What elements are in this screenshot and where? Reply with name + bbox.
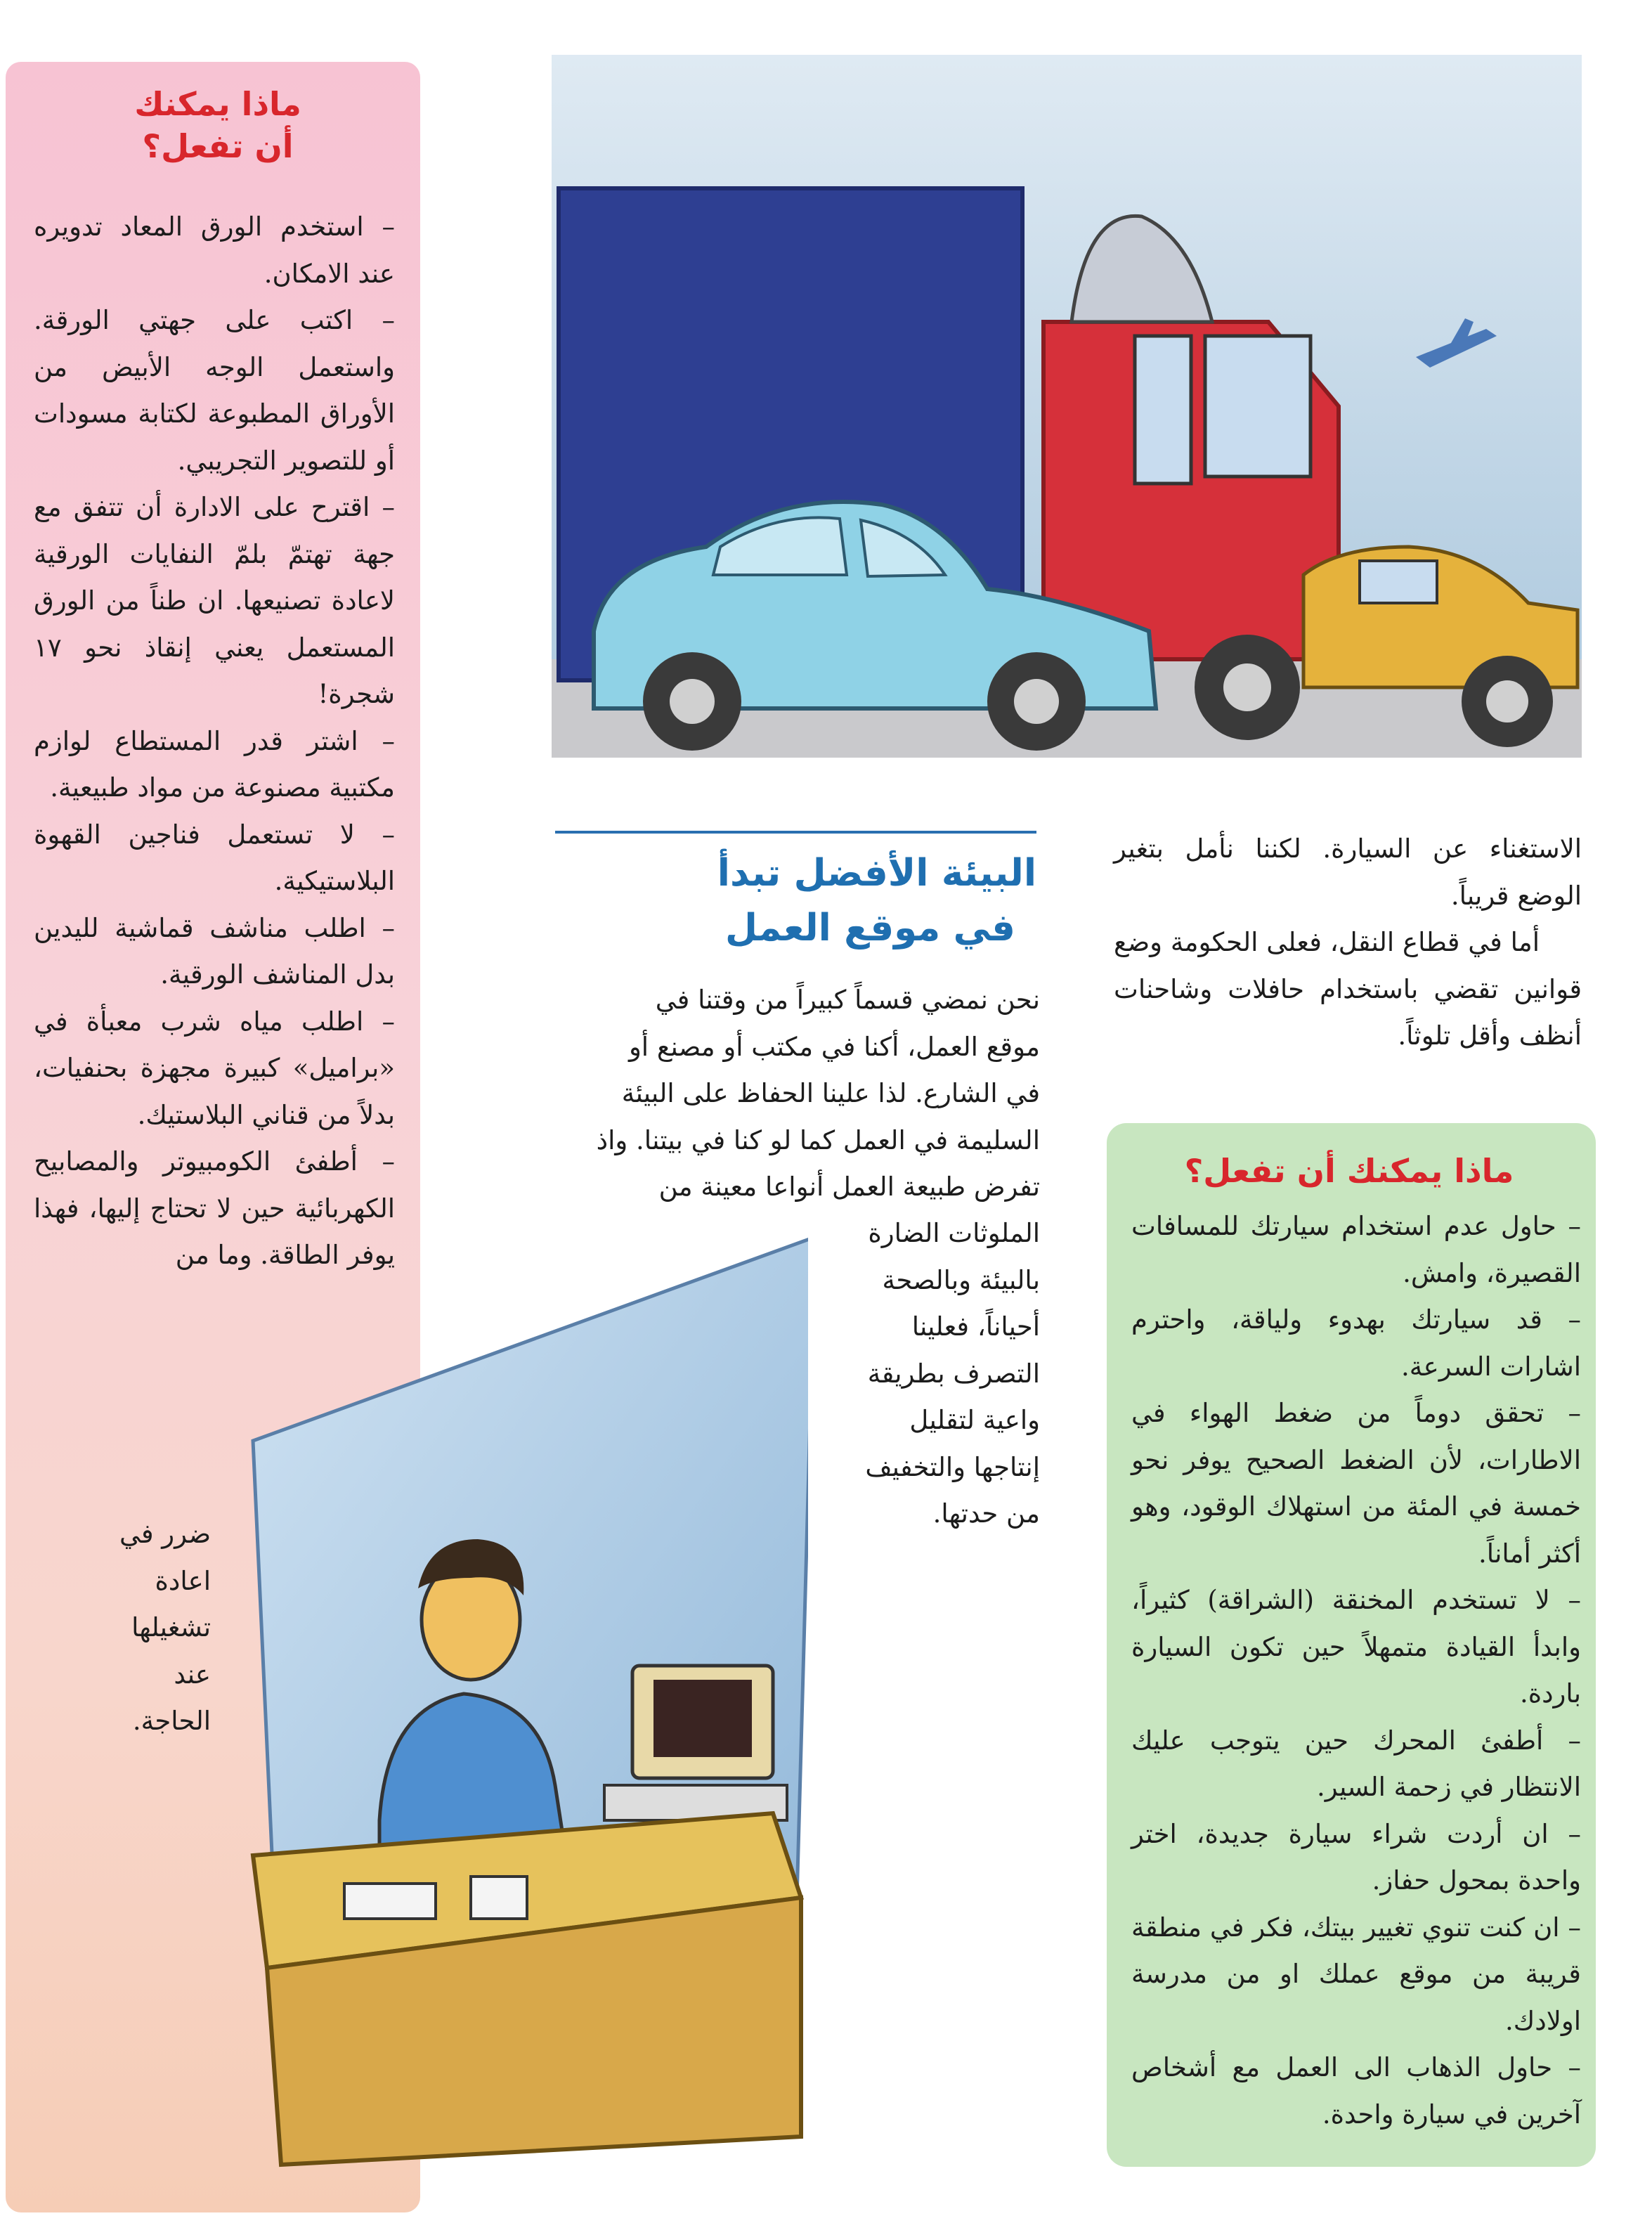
heading-rule <box>555 831 1036 834</box>
tail-line: عند <box>174 1659 211 1690</box>
list-item: – أطفئ المحرك حين يتوجب عليك الانتظار في زحمة السير. <box>1131 1725 1581 1802</box>
text-line: إنتاجها والتخفيف <box>865 1451 1040 1482</box>
text-line: السليمة في العمل كما لو كنا في بيتنا. واذ <box>596 1125 1040 1155</box>
text-line: بالبيئة وبالصحة <box>882 1264 1040 1295</box>
list-item: – اشتر قدر المستطاع لوازم مكتبية مصنوعة من مواد طبيعية. <box>34 725 395 803</box>
tail-line: الحاجة. <box>132 1706 211 1736</box>
list-item: – اطلب مناشف قماشية لليدين بدل المناشف الورقية. <box>34 912 395 990</box>
list-item: – اطلب مياه شرب معبأة في «براميل» كبيرة مجهزة بحنفيات، بدلاً من قناني البلاستيك. <box>34 1006 395 1130</box>
tips-box-transport-body <box>1131 1203 1581 2138</box>
tail-line: اعادة <box>155 1565 211 1596</box>
text-line: في الشارع. لذا علينا الحفاظ على البيئة <box>621 1078 1040 1108</box>
list-item: – ان أردت شراء سيارة جديدة، اختر واحدة بمحول حفاز. <box>1131 1818 1581 1896</box>
text-line: الملوثات الضارة <box>868 1218 1040 1248</box>
text-line: التصرف بطريقة <box>867 1358 1040 1389</box>
list-item: – ان كنت تنوي تغيير بيتك، فكر في منطقة قريبة من موقع عملك او من مدرسة اولادك. <box>1131 1912 1581 2036</box>
tail-line: تشغيلها <box>131 1612 211 1642</box>
paragraph: أما في قطاع النقل، فعلى الحكومة وضع قوانين تقضي باستخدام حافلات وشاحنات أنظف وأقل تلوثاً. <box>1114 927 1582 1051</box>
text-line: من حدتها. <box>932 1498 1040 1529</box>
workplace-paragraph-top <box>555 977 1040 1211</box>
text-line: واعية لتقليل <box>909 1405 1040 1435</box>
text-line: تفرض طبيعة العمل أنواعا معينة من <box>658 1172 1040 1202</box>
tips-box-transport-title: ماذا يمكنك أن تفعل؟ <box>1184 1152 1514 1190</box>
office-worker-icon <box>239 1223 808 2179</box>
list-item: – لا تستخدم المخنقة (الشراقة) كثيراً، وابدأ القيادة متمهلاً حين تكون السيارة باردة. <box>1131 1585 1581 1709</box>
list-item: – أطفئ الكومبيوتر والمصابيح الكهربائية حين لا تحتاج إليها، فهذا يوفر الطاقة. وما من <box>34 1146 395 1270</box>
list-item: – اكتب على جهتي الورقة. واستعمل الوجه الأبيض من الأوراق المطبوعة لكتابة مسودات أو للتصوير التجريبي. <box>34 305 395 476</box>
tips-box-office-body <box>34 204 395 1279</box>
list-item: – قد سيارتك بهدوء ولياقة، واحترم اشارات السرعة. <box>1131 1304 1581 1382</box>
truck-and-cars-icon <box>552 55 1582 758</box>
text-line: أحياناً، فعلينا <box>911 1311 1040 1342</box>
list-item: – لا تستعمل فناجين القهوة البلاستيكية. <box>34 819 395 896</box>
paragraph: الاستغناء عن السيارة. لكننا نأمل بتغير الوضع قريباً. <box>1114 834 1582 911</box>
tail-line: ضرر في <box>119 1519 211 1549</box>
workplace-paragraph-bottom <box>815 1210 1040 1538</box>
tips-box-office-tail <box>42 1511 211 1745</box>
list-item: – تحقق دوماً من ضغط الهواء في الاطارات، لأن الضغط الصحيح يوفر نحو خمسة في المئة من استهلاك الوقود، وهو أكثر أماناً. <box>1131 1398 1581 1569</box>
list-item: – اقترح على الادارة أن تتفق مع جهة تهتمّ بلمّ النفايات الورقية لاعادة تصنيعها. ان طناً من الورق المستعمل يعني إنقاذ نحو ١٧ شجرة! <box>34 492 395 709</box>
text-line: نحن نمضي قسماً كبيراً من وقتنا في <box>655 985 1040 1015</box>
section-heading-line-2: في موقع العمل <box>724 907 1015 950</box>
section-heading-line-1: البيئة الأفضل تبدأ <box>717 852 1036 895</box>
text-line: موقع العمل، أكنا في مكتب أو مصنع أو <box>628 1031 1040 1062</box>
list-item: – حاول عدم استخدام سيارتك للمسافات القصيرة، وامش. <box>1131 1211 1581 1288</box>
list-item: – استخدم الورق المعاد تدويره عند الامكان. <box>34 212 395 289</box>
transport-paragraphs <box>1114 826 1582 1060</box>
tips-box-office-title: ماذا يمكنك أن تفعل؟ <box>134 85 301 165</box>
list-item: – حاول الذهاب الى العمل مع أشخاص آخرين في سيارة واحدة. <box>1131 2052 1581 2130</box>
